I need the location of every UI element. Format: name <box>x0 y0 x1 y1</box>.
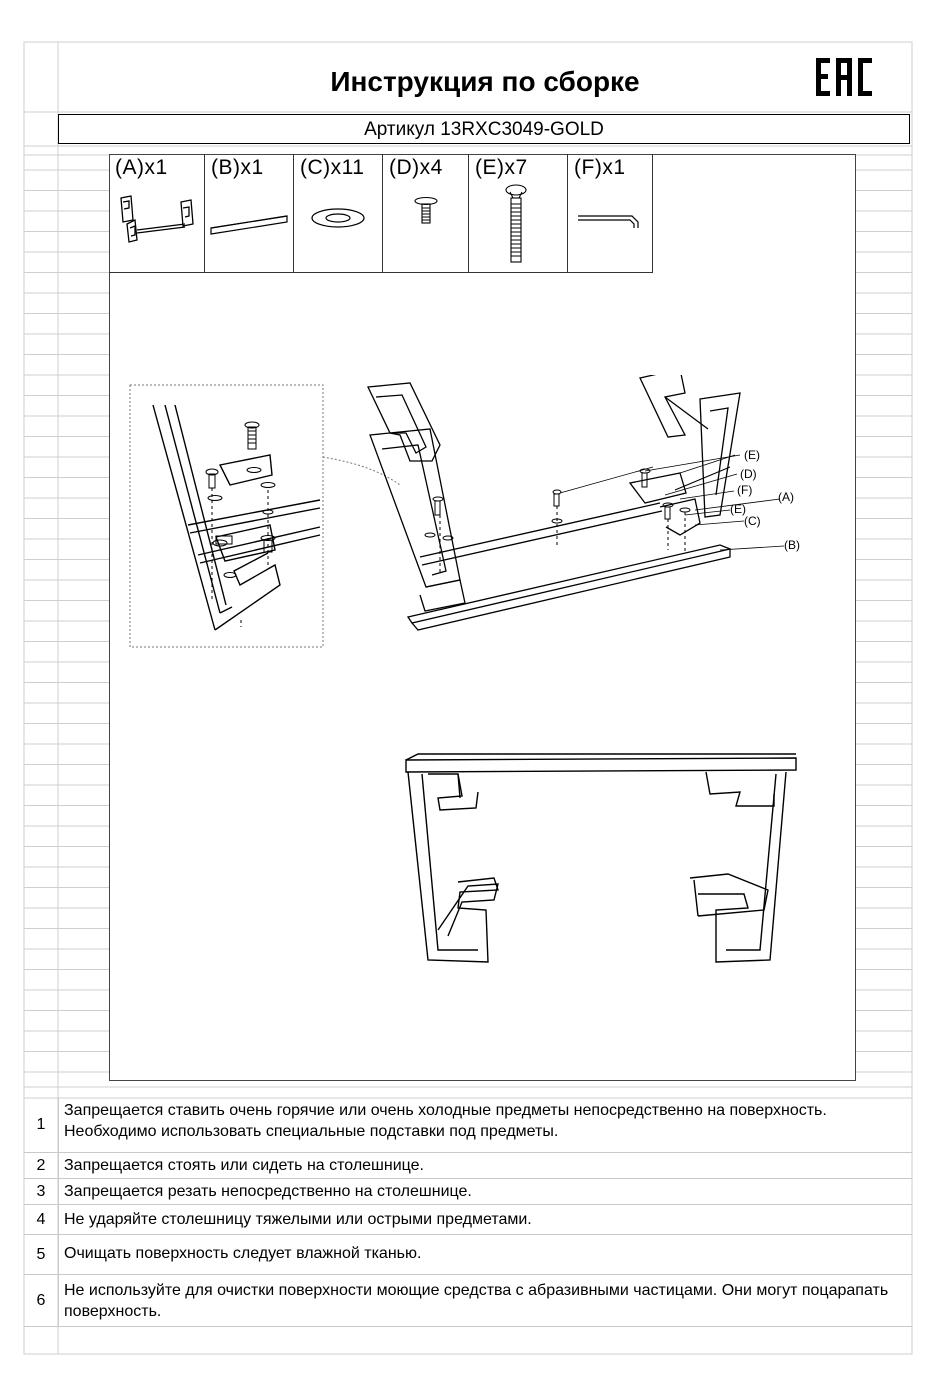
note-text: Не ударяйте столешницу тяжелыми или острыми предметами. <box>64 1211 532 1228</box>
article-number: Артикул 13RXC3049-GOLD <box>58 114 910 144</box>
hex-key-part-icon <box>568 180 653 270</box>
part-f <box>567 154 652 272</box>
callout-f: (F) <box>737 483 753 497</box>
list-item <box>24 1153 912 1179</box>
zoom-connector-line <box>323 457 400 485</box>
assembled-table-diagram <box>398 750 808 975</box>
note-number: 2 <box>24 1153 59 1178</box>
detail-frame-drawing <box>153 405 320 630</box>
callout-c: (C) <box>744 514 761 528</box>
exploded-assembly-diagram <box>120 375 840 665</box>
list-item <box>24 1179 912 1205</box>
part-label: (D)x4 <box>389 156 443 179</box>
part-label: (B)x1 <box>211 156 264 179</box>
list-item <box>24 1205 912 1235</box>
parts-list <box>109 154 653 273</box>
note-text: Запрещается стоять или сидеть на столешнице. <box>64 1157 424 1174</box>
note-number: 3 <box>24 1179 59 1204</box>
care-notes-table <box>24 1098 912 1327</box>
callout-e-lower: (E) <box>730 502 746 516</box>
part-b <box>204 154 293 272</box>
callout-b: (B) <box>784 538 800 552</box>
long-bolt-part-icon <box>469 180 568 270</box>
callout-a: (A) <box>778 490 794 504</box>
part-a <box>109 154 204 272</box>
note-number: 1 <box>24 1098 59 1152</box>
note-number: 6 <box>24 1275 59 1326</box>
tabletop-part-icon <box>205 180 294 270</box>
part-c <box>293 154 382 272</box>
part-label: (E)x7 <box>475 156 528 179</box>
part-label: (F)x1 <box>574 156 626 179</box>
note-text: Не используйте для очистки поверхности моющие средства с абразивными частицами. Они могут поцарапать поверхность. <box>64 1282 889 1320</box>
callout-e-upper: (E) <box>744 448 760 462</box>
list-item <box>24 1235 912 1275</box>
part-label: (C)x11 <box>300 156 365 179</box>
callout-leaders <box>645 455 784 550</box>
washer-part-icon <box>294 180 383 270</box>
page-title: Инструкция по сборке <box>330 66 640 97</box>
note-text: Запрещается ставить очень горячие или очень холодные предметы непосредственно на поверхность. Необходимо использовать специальные подставки под предметы. <box>64 1102 827 1140</box>
note-text: Запрещается резать непосредственно на столешнице. <box>64 1183 472 1200</box>
frame-part-icon <box>109 180 204 270</box>
list-item <box>24 1098 912 1153</box>
part-label: (A)x1 <box>115 156 168 179</box>
part-e <box>468 154 567 272</box>
part-d <box>382 154 468 272</box>
note-number: 4 <box>24 1205 59 1234</box>
callout-d: (D) <box>740 467 757 481</box>
note-number: 5 <box>24 1235 59 1274</box>
list-item <box>24 1275 912 1327</box>
short-bolt-part-icon <box>383 180 469 270</box>
note-text: Очищать поверхность следует влажной тканью. <box>64 1245 422 1262</box>
eac-certification-mark <box>812 54 876 100</box>
